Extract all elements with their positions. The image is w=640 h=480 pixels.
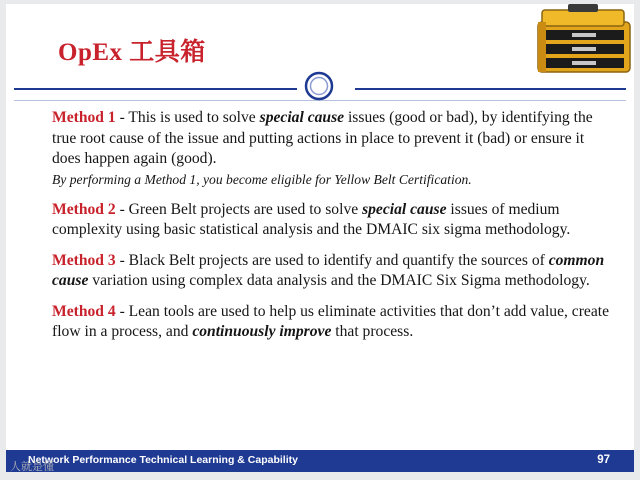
method-item-4 <box>52 302 612 343</box>
method-label: Method 2 <box>52 200 116 218</box>
method-item-2 <box>52 200 612 241</box>
method-item-1 <box>52 108 612 190</box>
method-text: that process. <box>331 323 414 340</box>
method-note: By performing a Method 1, you become eligible for Yellow Belt Certification. <box>52 171 472 187</box>
slide <box>6 4 634 472</box>
watermark: 人就是懂 <box>10 460 54 473</box>
slide-title: OpEx 工具箱 <box>58 39 206 66</box>
method-text: - Lean tools are used to help us eliminate activities that don’t add value, create flow in a process, and <box>52 302 610 340</box>
toolbox-icon <box>532 4 632 76</box>
page-number: 97 <box>597 454 610 466</box>
method-emphasis: common cause <box>52 251 605 289</box>
method-emphasis: special cause <box>259 109 345 126</box>
method-label: Method 3 <box>52 251 116 269</box>
method-text: issues (good or bad), by identifying the true root cause of the issue and putting actions in place to prevent it (bad) or ensure it does happen again (good). <box>52 109 593 167</box>
slide-footer <box>6 450 634 472</box>
header-rule-left <box>14 88 297 90</box>
method-text: issues of medium complexity using basic statistical analysis and the DMAIC six sigma methodology. <box>52 200 571 238</box>
method-emphasis: special cause <box>362 200 447 218</box>
method-text: variation using complex data analysis and the DMAIC Six Sigma methodology. <box>88 272 590 289</box>
method-label: Method 4 <box>52 302 116 320</box>
header-rule-right <box>355 88 626 90</box>
method-emphasis: continuously improve <box>192 323 332 340</box>
method-item-3 <box>52 251 612 292</box>
method-label: Method 1 <box>52 109 116 126</box>
ring-icon <box>304 71 334 101</box>
method-text: - Black Belt projects are used to identify and quantify the sources of <box>115 251 549 269</box>
method-text: - Green Belt projects are used to solve <box>115 200 363 218</box>
method-list <box>52 108 612 353</box>
footer-text: Network Performance Technical Learning & Capability <box>28 454 298 466</box>
method-text: - This is used to solve <box>115 109 260 126</box>
